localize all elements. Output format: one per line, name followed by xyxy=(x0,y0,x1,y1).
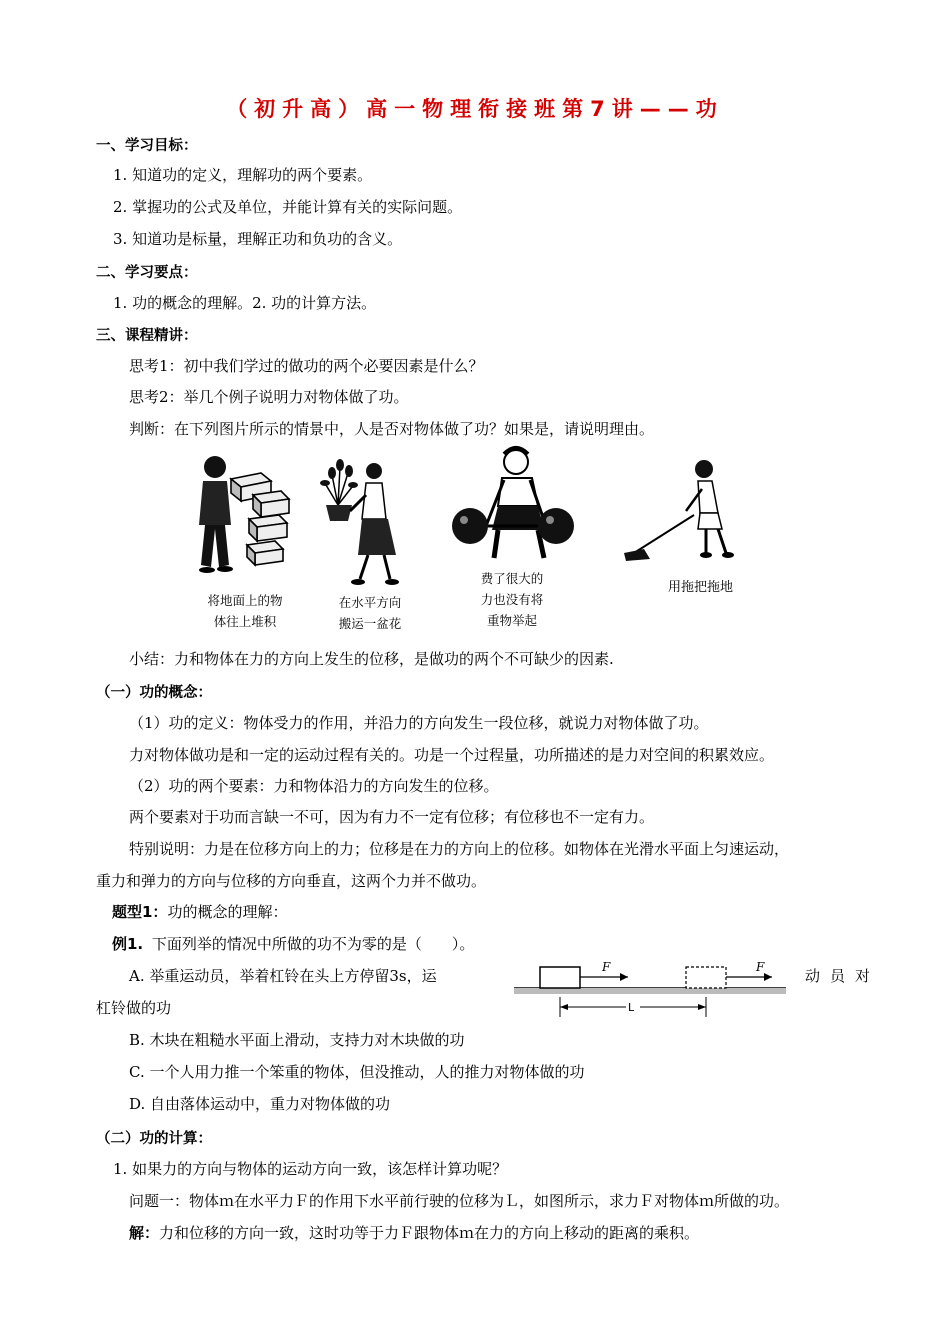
problem-1: 问题一：物体ｍ在水平力Ｆ的作用下水平前行驶的位移为Ｌ，如图所示，求力Ｆ对物体ｍ所做的功。 xyxy=(129,1192,790,1210)
figure-caption-2-line-1: 在水平方向 xyxy=(338,595,402,610)
figure-caption-3-line-1: 费了很大的 xyxy=(480,571,544,586)
figure-caption-1-line-2: 体往上堆积 xyxy=(213,614,277,629)
concept-heading: （一）功的概念： xyxy=(96,685,212,701)
option-b: B. 木块在粗糙水平面上滑动，支持力对木块做的功 xyxy=(129,1031,465,1049)
solution xyxy=(129,1222,699,1243)
option-d: D. 自由落体运动中，重力对物体做的功 xyxy=(129,1095,391,1113)
solution-text: 力和位移的方向一致，这时功等于力Ｆ跟物体ｍ在力的方向上移动的距离的乘积。 xyxy=(159,1224,700,1242)
key-points: 1. 功的概念的理解。2. 功的计算方法。 xyxy=(113,294,377,312)
figure-caption-3 xyxy=(466,568,558,631)
example-label: 例1. xyxy=(112,935,144,953)
figure-caption-4: 用拖把拖地 xyxy=(668,580,734,595)
think-2: 思考2：举几个例子说明力对物体做了功。 xyxy=(129,388,409,406)
figure-stacking-boxes xyxy=(185,445,295,590)
section-heading-points: 二、学习要点： xyxy=(96,265,198,281)
solution-label: 解： xyxy=(129,1224,160,1242)
page-title: （初升高）高一物理衔接班第7讲——功 xyxy=(226,97,724,121)
calc-heading: （二）功的计算： xyxy=(96,1131,212,1147)
question-type-1 xyxy=(112,901,287,922)
question-type-text: 功的概念的理解： xyxy=(167,903,288,921)
option-a-line-1: A. 举重运动员，举着杠铃在头上方停留3s，运 xyxy=(129,967,437,985)
calc-question-1: 1. 如果力的方向与物体的运动方向一致，该怎样计算功呢？ xyxy=(113,1160,508,1178)
figure-mopping xyxy=(622,455,762,565)
figure-caption-1 xyxy=(200,590,290,632)
concept-process: 力对物体做功是和一定的运动过程有关的。功是一个过程量，功所描述的是力对空间的积累效应。 xyxy=(129,746,775,764)
concept-definition: （1）功的定义：物体受力的作用，并沿力的方向发生一段位移，就说力对物体做了功。 xyxy=(129,714,709,732)
option-c: C. 一个人用力推一个笨重的物体，但没推动，人的推力对物体做的功 xyxy=(129,1063,585,1081)
concept-both-required: 两个要素对于功而言缺一不可，因为有力不一定有位移；有位移也不一定有力。 xyxy=(129,808,655,826)
force-label-1: F xyxy=(602,960,611,974)
example-stem: 下面列举的情况中所做的功不为零的是（ ）。 xyxy=(151,935,475,953)
goal-item-2: 2. 掌握功的公式及单位，并能计算有关的实际问题。 xyxy=(113,198,463,216)
figure-caption-1-line-1: 将地面上的物 xyxy=(207,593,283,608)
section-heading-lecture: 三、课程精讲： xyxy=(96,328,198,344)
special-note-line-1: 特别说明：力是在位移方向上的力；位移是在力的方向上的位移。如物体在光滑水平面上匀速运动， xyxy=(129,840,790,858)
judge-prompt: 判断：在下列图片所示的情景中，人是否对物体做了功？如果是，请说明理由。 xyxy=(129,420,655,438)
think-1: 思考1：初中我们学过的做功的两个必要因素是什么？ xyxy=(129,357,484,375)
displacement-label: L xyxy=(628,1001,635,1014)
section-heading-goals: 一、学习目标： xyxy=(96,138,198,154)
force-displacement-diagram xyxy=(508,955,788,1025)
special-note-line-2: 重力和弹力的方向与位移的方向垂直，这两个力并不做功。 xyxy=(96,872,487,890)
force-label-2: F xyxy=(756,960,765,974)
option-a-line-2: 杠铃做的功 xyxy=(96,999,172,1017)
goal-item-1: 1. 知道功的定义，理解功的两个要素。 xyxy=(113,166,373,184)
figure-caption-3-line-3: 重物举起 xyxy=(486,613,537,628)
summary: 小结：力和物体在力的方向上发生的位移，是做功的两个不可缺少的因素. xyxy=(129,650,614,668)
example-1 xyxy=(112,933,474,954)
goal-item-3: 3. 知道功是标量，理解正功和负功的含义。 xyxy=(113,230,403,248)
option-a-right: 动员对 xyxy=(805,967,881,985)
figure-caption-2 xyxy=(325,592,415,634)
figure-lifting-barbell xyxy=(448,440,578,565)
figure-carrying-flower xyxy=(318,455,408,590)
figure-caption-3-line-2: 力也没有将 xyxy=(480,592,544,607)
question-type-label: 题型1： xyxy=(112,903,168,921)
figure-caption-2-line-2: 搬运一盆花 xyxy=(338,616,402,631)
concept-elements: （2）功的两个要素：力和物体沿力的方向发生的位移。 xyxy=(129,777,499,795)
